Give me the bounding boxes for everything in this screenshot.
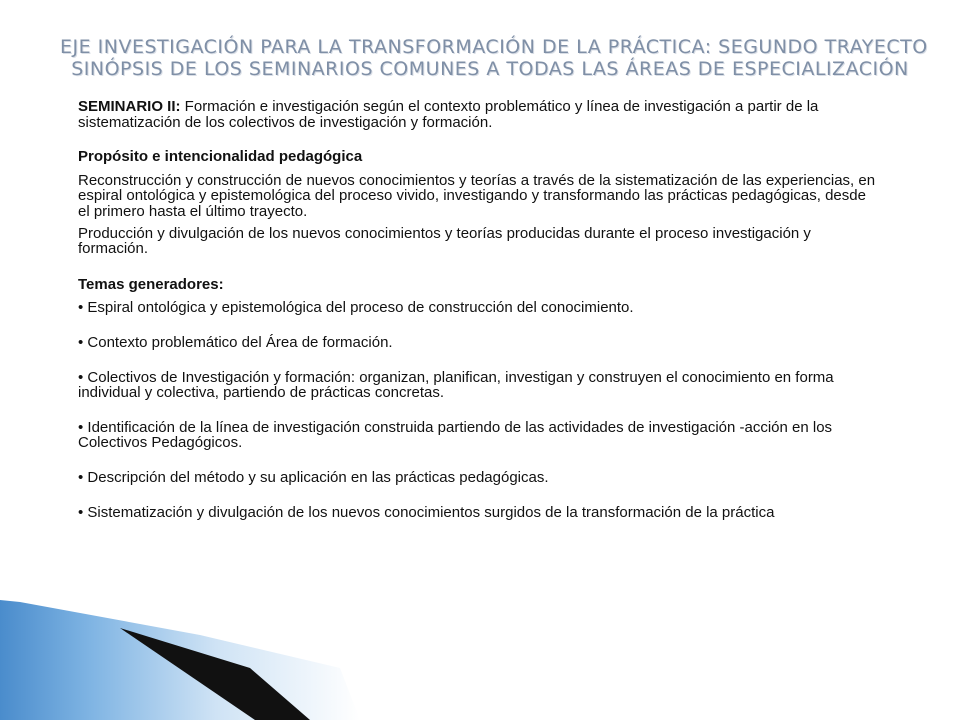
spacer xyxy=(78,257,878,277)
topic-item: • Contexto problemático del Área de formación. xyxy=(78,333,393,351)
purpose-paragraph-1: Reconstrucción y construcción de nuevos conocimientos y teorías a través de la sistematización de las experiencias, en espiral ontológica y epistemológica del proceso vivido, investigando y transformando las prácticas pedagógicas, desde el primero hasta el último trayecto. xyxy=(78,171,876,220)
purpose-paragraph-2: Producción y divulgación de los nuevos conocimientos y teorías producidas durante el proceso investigación y formación. xyxy=(78,224,811,258)
slide-title-line-2: SINÓPSIS DE LOS SEMINARIOS COMUNES A TODAS LAS ÁREAS DE ESPECIALIZACIÓN xyxy=(71,58,909,80)
seminar-paragraph xyxy=(78,99,878,130)
topic-item: • Espiral ontológica y epistemológica del proceso de construcción del conocimiento. xyxy=(78,299,634,317)
slide-title-line-1: EJE INVESTIGACIÓN PARA LA TRANSFORMACIÓN DE LA PRÁCTICA: SEGUNDO TRAYECTO xyxy=(60,36,928,58)
topic-item: • Sistematización y divulgación de los nuevos conocimientos surgidos de la transformación de la práctica xyxy=(78,503,775,521)
slide-body xyxy=(78,99,878,520)
topic-item: • Descripción del método y su aplicación en las prácticas pedagógicas. xyxy=(78,468,549,486)
slide-title xyxy=(60,36,928,80)
topics-heading: Temas generadores: xyxy=(78,275,224,293)
purpose-heading: Propósito e intencionalidad pedagógica xyxy=(78,148,363,166)
topic-item: • Colectivos de Investigación y formación: organizan, planifican, investigan y construyen el conocimiento en forma individual y colectiva, partiendo de prácticas concretas. xyxy=(78,368,834,402)
decorative-swoosh xyxy=(0,560,960,720)
seminar-description: Formación e investigación según el contexto problemático y línea de investigación a partir de la sistematización de los colectivos de investigación y formación. xyxy=(78,98,819,131)
topic-item: • Identificación de la línea de investigación construida partiendo de las actividades de investigación -acción en los Colectivos Pedagógicos. xyxy=(78,418,833,452)
seminar-label: SEMINARIO II: xyxy=(78,98,181,115)
